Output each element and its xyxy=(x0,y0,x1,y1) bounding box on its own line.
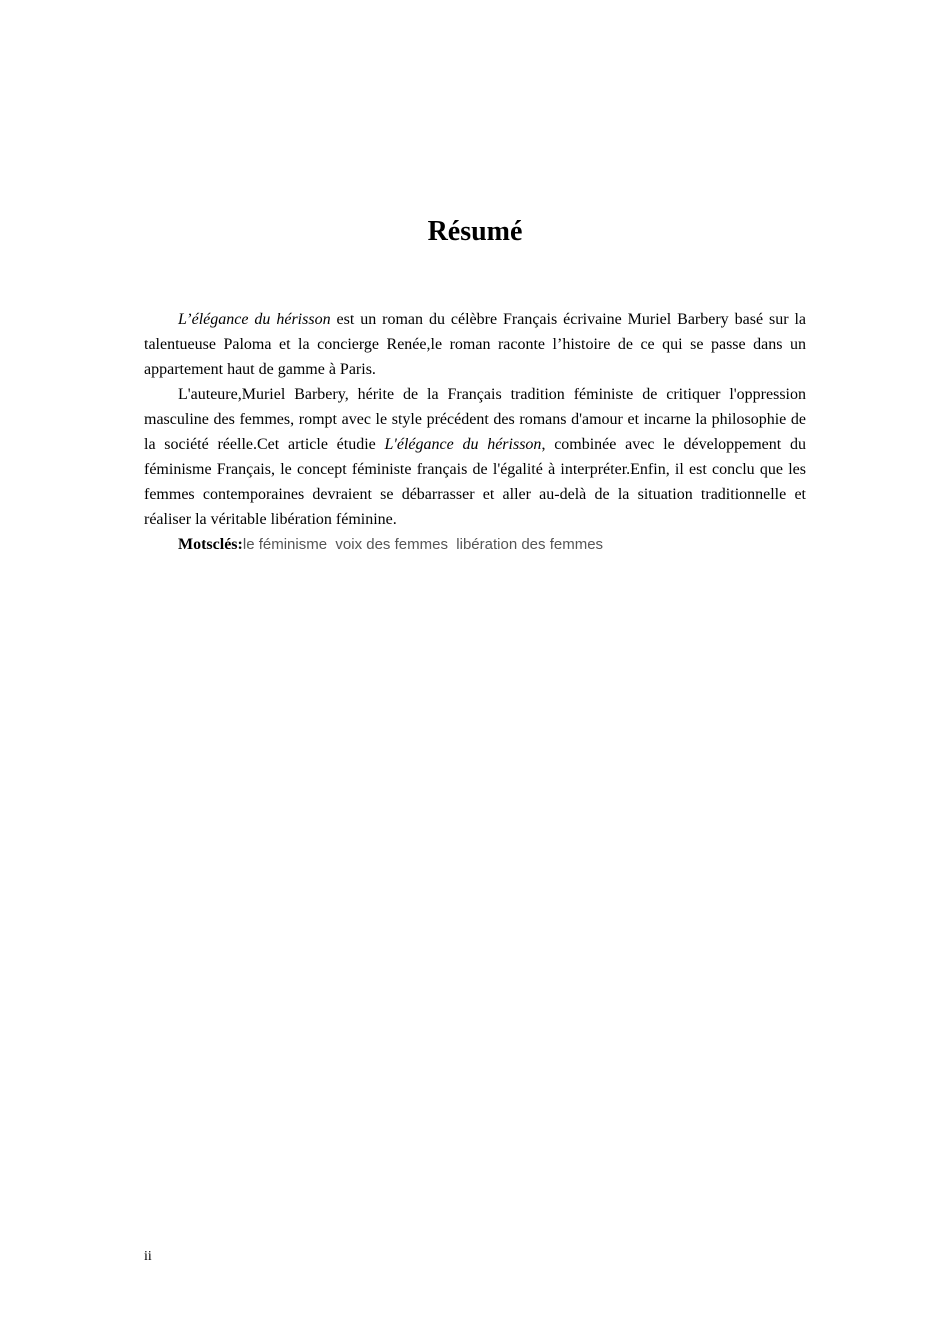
keyword-item: voix des femmes xyxy=(335,536,448,553)
page-number: ii xyxy=(144,1249,152,1264)
keyword-item: libération des femmes xyxy=(456,536,604,553)
keywords-list xyxy=(243,536,603,553)
paragraph-2-text-after: , combinée avec le développement du féminisme Français, le concept féministe français de l'égalité à interpréter.Enfin, il est conclu que les femmes contemporaines devraient se débarrasser et aller au-delà de la situation traditionnelle et réaliser la véritable libération féminine. xyxy=(144,436,806,528)
page-title: Résumé xyxy=(427,216,523,247)
book-title-italic: L'élégance du hérisson xyxy=(384,436,542,453)
keywords-line xyxy=(144,532,806,557)
book-title-italic: L’élégance du hérisson xyxy=(178,311,331,328)
paragraph-2-text-before: L'auteure,Muriel Barbery, hérite de la Français tradition féministe de critiquer l'oppression masculine des femmes, rompt avec le style précédent des romans d'amour et incarne la philosophie de la société réelle.Cet article étudie xyxy=(144,386,806,453)
abstract-body xyxy=(144,307,806,557)
paragraph-1-text: est un roman du célèbre Français écrivaine Muriel Barbery basé sur la talentueuse Paloma et la concierge Renée,le roman raconte l’histoire de ce qui se passe dans un appartement haut de gamme à Paris. xyxy=(144,311,806,378)
abstract-paragraph-2 xyxy=(144,382,806,532)
keyword-item: le féminisme xyxy=(242,536,328,553)
keywords-label: Motsclés: xyxy=(178,536,243,553)
abstract-paragraph-1 xyxy=(144,307,806,382)
